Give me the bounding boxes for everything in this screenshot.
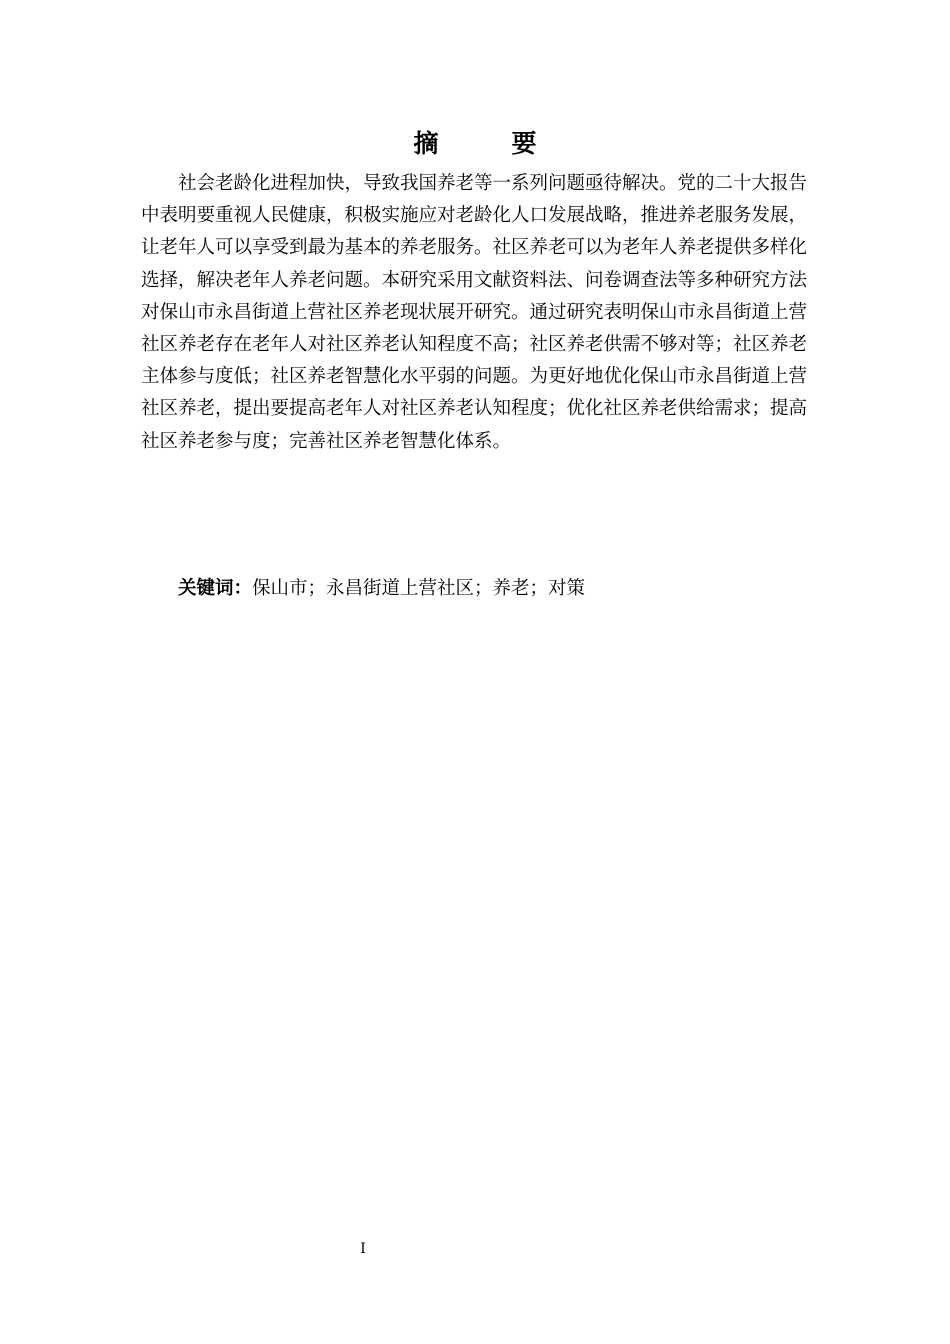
- abstract-body: 社会老龄化进程加快，导致我国养老等一系列问题亟待解决。党的二十大报告中表明要重视人民健康，积极实施应对老龄化人口发展战略，推进养老服务发展，让老年人可以享受到最为基本的养老服务。社区养老可以为老年人养老提供多样化选择，解决老年人养老问题。本研究采用文献资料法、问卷调查法等多种研究方法对保山市永昌街道上营社区养老现状展开研究。通过研究表明保山市永昌街道上营社区养老存在老年人对社区养老认知程度不高；社区养老供需不够对等；社区养老主体参与度低；社区养老智慧化水平弱的问题。为更好地优化保山市永昌街道上营社区养老，提出要提高老年人对社区养老认知程度；优化社区养老供给需求；提高社区养老参与度；完善社区养老智慧化体系。: [141, 173, 808, 452]
- page-number: I: [360, 1241, 366, 1257]
- keywords-label: 关键词：: [178, 578, 253, 599]
- keywords-line: [178, 573, 818, 605]
- abstract-title: 摘 要: [413, 129, 561, 158]
- keywords-text: 保山市；永昌街道上营社区；养老；对策: [252, 578, 586, 599]
